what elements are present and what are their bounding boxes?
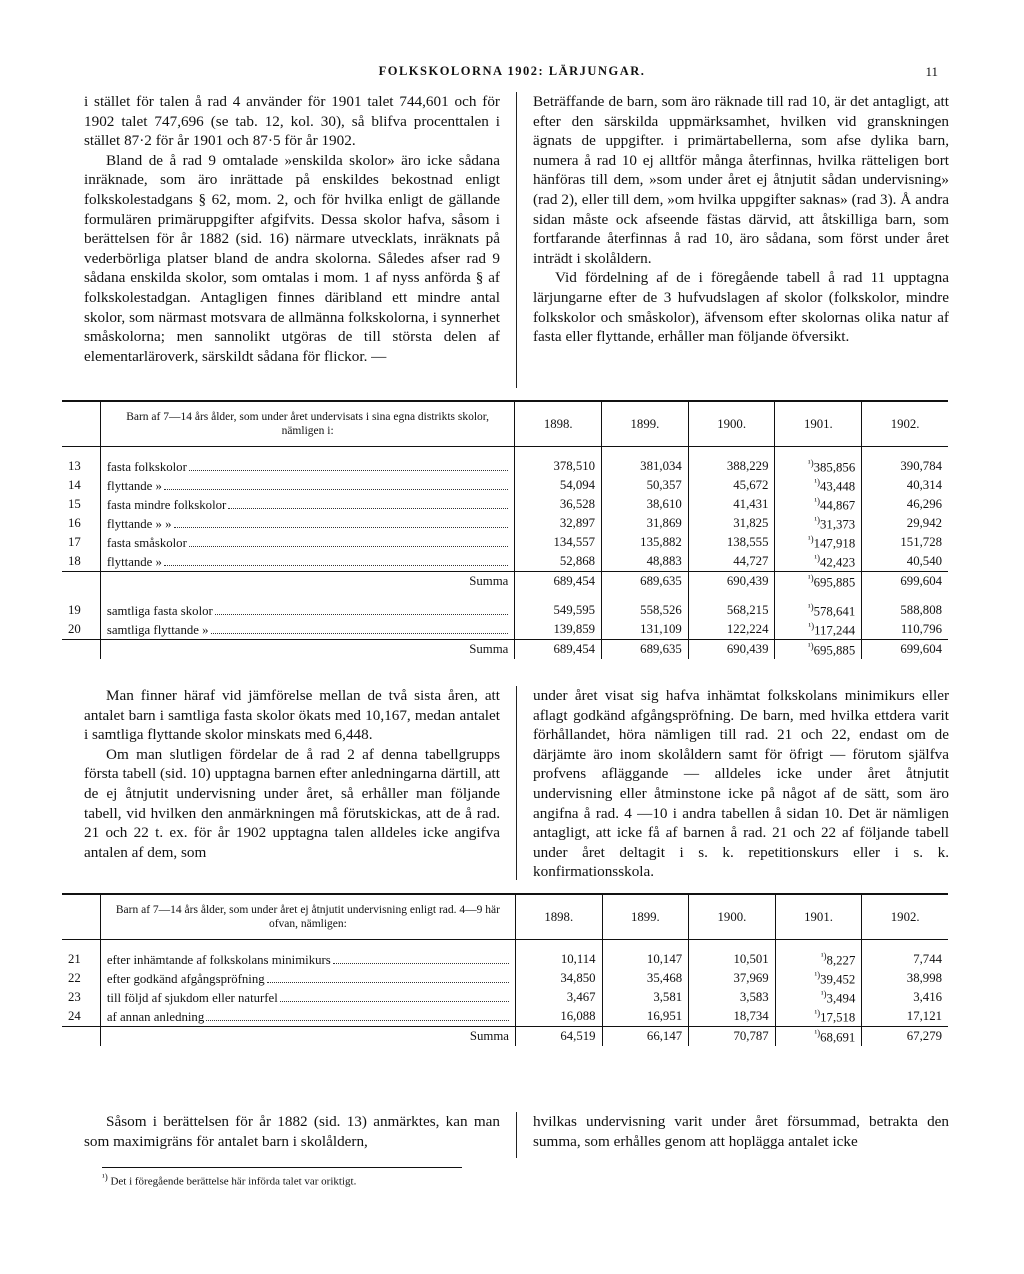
running-head: FOLKSKOLORNA 1902: LÄRJUNGAR.: [378, 64, 646, 78]
sum-value: 690,439: [688, 640, 775, 660]
table-header-description: Barn af 7—14 års ålder, som under året undervisats i sina egna distrikts skolor, nämligen i:: [100, 401, 514, 447]
cell-value: 10,114: [515, 950, 602, 969]
cell-value: 16,088: [515, 1007, 602, 1027]
table-row: [62, 514, 948, 533]
row-number-header: [62, 401, 100, 447]
cell-value: $^{^1)}$42,423: [775, 552, 862, 572]
footnote-marker: ¹): [102, 1172, 108, 1182]
footnote-marker: ¹): [820, 988, 827, 999]
cell-value: $^{^1)}$147,918: [775, 533, 862, 552]
cell-value: 35,468: [602, 969, 689, 988]
table-sum-row: [62, 1027, 948, 1047]
year-header: 1902.: [862, 401, 948, 447]
row-number: 13: [62, 457, 100, 476]
cell-value: 390,784: [900, 459, 942, 473]
footnote-marker: ¹): [814, 495, 821, 506]
cell-value: 381,034: [602, 457, 689, 476]
sum-value: 66,147: [602, 1027, 689, 1047]
cell-value: $^{^1)}$117,244: [775, 620, 862, 640]
cell-value: 7,744: [913, 952, 942, 966]
table-row: [62, 476, 948, 495]
cell-value: 139,859: [515, 620, 602, 640]
row-label: till följd af sjukdom eller naturfel: [100, 988, 515, 1007]
row-number: 18: [62, 552, 100, 572]
cell-value: 3,467: [515, 988, 602, 1007]
footnote: [102, 1167, 462, 1188]
row-number: 17: [62, 533, 100, 552]
sum-value: 689,635: [602, 572, 689, 592]
cell-value: 135,882: [602, 533, 689, 552]
cell-value: 31,869: [602, 514, 689, 533]
cell-value: 131,109: [602, 620, 689, 640]
footnote-marker: ¹): [820, 950, 827, 961]
row-label: efter inhämtande af folkskolans minimikurs: [100, 950, 515, 969]
table-row: [62, 457, 948, 476]
paragraph: i stället för talen å rad 4 använder för 1901 talet 744,601 och för 1902 talet 747,696 (se tab. 12, kol. 30), så blifva procenttalen i stället 87·2 för år 1901 och 87·5 för år 1902.: [84, 93, 500, 150]
table-row: [62, 533, 948, 552]
sum-label: Summa: [100, 1027, 515, 1047]
cell-value: 37,969: [689, 969, 776, 988]
page-number: 11: [925, 64, 938, 79]
footnote-marker: ¹): [807, 640, 814, 651]
footnote-marker: ¹): [807, 572, 814, 583]
cell-value: 138,555: [688, 533, 775, 552]
footnote-marker: ¹): [814, 1027, 821, 1038]
cell-value: 3,416: [913, 990, 942, 1004]
cell-value: 549,595: [515, 601, 602, 620]
cell-value: $^{^1)}$31,373: [775, 514, 862, 533]
cell-value: 17,121: [906, 1009, 942, 1023]
cell-value: 46,296: [906, 497, 942, 511]
cell-value: $^{^1)}$17,518: [775, 1007, 862, 1027]
cell-value: $^{^1)}$8,227: [775, 950, 862, 969]
footnote-marker: ¹): [808, 620, 815, 631]
cell-value: 568,215: [688, 601, 775, 620]
cell-value: 54,094: [515, 476, 602, 495]
row-label: flyttande »: [100, 476, 514, 495]
cell-value: 38,998: [906, 971, 942, 985]
sum-value: 699,604: [862, 572, 948, 592]
data-table: [62, 400, 948, 659]
row-label: fasta mindre folkskolor: [100, 495, 514, 514]
row-number: 21: [62, 950, 100, 969]
cell-value: 36,528: [515, 495, 602, 514]
row-number: 20: [62, 620, 100, 640]
table-school-types: [62, 400, 948, 659]
sum-value: $^{^1)}$695,885: [775, 640, 862, 660]
sum-value: 690,439: [688, 572, 775, 592]
footnote-marker: ¹): [807, 601, 814, 612]
cell-value: 558,526: [602, 601, 689, 620]
table-header-row: [62, 894, 948, 940]
text-column-right: [516, 92, 949, 388]
sum-value: 70,787: [689, 1027, 776, 1047]
cell-value: 40,540: [906, 554, 942, 568]
cell-value: 32,897: [515, 514, 602, 533]
sum-value: 689,454: [515, 640, 602, 660]
cell-value: 378,510: [515, 457, 602, 476]
cell-value: 31,825: [688, 514, 775, 533]
footnote-marker: ¹): [814, 969, 821, 980]
year-header: 1901.: [775, 894, 862, 940]
cell-value: 3,583: [689, 988, 776, 1007]
row-number: 19: [62, 601, 100, 620]
table-row: [62, 620, 948, 640]
table-header-description: Barn af 7—14 års ålder, som under året ej åtnjutit undervisning enligt rad. 4—9 här ofvan, nämligen:: [100, 894, 515, 940]
cell-value: $^{^1)}$39,452: [775, 969, 862, 988]
cell-value: 40,314: [906, 478, 942, 492]
paragraph: Såsom i berättelsen för år 1882 (sid. 13) anmärktes, kan man som maximigräns för antalet barn i skolåldern,: [84, 1113, 500, 1150]
table-row: [62, 601, 948, 620]
row-number: 15: [62, 495, 100, 514]
sum-value: 67,279: [862, 1027, 948, 1047]
table-row: [62, 495, 948, 514]
row-label: efter godkänd afgångspröfning: [100, 969, 515, 988]
table-row: [62, 950, 948, 969]
paragraph: Om man slutligen fördelar de å rad 2 af denna tabellgrupps första tabell (sid. 10) upptagna barnen efter anledningarna därtill, att de ej åtnjutit undervisning under året, så erhåller man följande tabell, vid hvilken den anmärkningen må förutskickas, att de å rad. 21 och 22 t. ex. för år 1902 upptagna talen alldeles icke angifva antalen af dem, som: [84, 745, 500, 861]
row-label: flyttande » »: [100, 514, 514, 533]
cell-value: $^{^1)}$385,856: [775, 457, 862, 476]
row-label: samtliga fasta skolor: [100, 601, 514, 620]
paragraph: hvilkas undervisning varit under året försummad, betrakta den summa, som erhålles genom att hoplägga antalet icke: [533, 1113, 949, 1150]
text-column-left: [84, 92, 516, 388]
row-label: fasta folkskolor: [100, 457, 514, 476]
year-header: 1899.: [602, 894, 689, 940]
cell-value: 134,557: [515, 533, 602, 552]
row-number: 24: [62, 1007, 100, 1027]
paragraph: Beträffande de barn, som äro räknade till rad 10, är det antagligt, att efter den särskilda uppmärksamhet, hvilken vid granskningen ägnats de uppgifter. i primärtabellerna, som afse dylika barn, numera å rad 10 ej alltför många återfinnas, hvilka rätteligen bort hänföras till dem, »som under året ej åtnjutit sådan undervisning» (rad 2), eller till dem, »om hvilka uppgifter saknas» (rad 3). Å andra sidan måste ock afseende fästas därvid, att åtskilliga barn, som fortfarande återfinnas å rad 10, äro sådana, som först under året inträdt i skolåldern.: [533, 93, 949, 267]
cell-value: 52,868: [515, 552, 602, 572]
table-sum-row: [62, 640, 948, 660]
paragraph: Bland de å rad 9 omtalade »enskilda skolor» äro icke sådana inräknade, som äro inrättade på enskildes bekostnad enligt folkskolestadgans § 62, mom. 2, och för hvilka enligt de gällande formulären primäruppgifter afgifvits. Dessa skolor hafva, såsom i berättelsen för år 1882 (sid. 16) närmare utvecklats, inräknats på vederbörliga platser bland de andra skolorna. Således afser rad 9 sådana enskilda skolor, som omtalas i mom. 1 af nyss anförda § af folkskolestadgan. Antagligen finnes däribland ett mindre antal skolor, som närmast motsvara de allmänna folkskolorna, i synnerhet småskolorna; men sannolikt utgöras de till största delen af elementarläroverk, särskildt sådana för flickor. —: [84, 151, 500, 365]
cell-value: 34,850: [515, 969, 602, 988]
sum-label: Summa: [100, 572, 514, 592]
table-row: [62, 988, 948, 1007]
sum-value: $^{^1)}$68,691: [775, 1027, 862, 1047]
footnote-marker: ¹): [814, 552, 821, 563]
row-number: 23: [62, 988, 100, 1007]
table-row: [62, 1007, 948, 1027]
row-number-header: [62, 894, 100, 940]
text-column-left: [84, 686, 516, 880]
sum-label: Summa: [100, 640, 514, 660]
footnote-marker: ¹): [807, 457, 814, 468]
sum-value: $^{^1)}$695,885: [775, 572, 862, 592]
cell-value: $^{^1)}$44,867: [775, 495, 862, 514]
table-sum-row: [62, 572, 948, 592]
row-label: af annan anledning: [100, 1007, 515, 1027]
table-header-row: [62, 401, 948, 447]
cell-value: 10,501: [689, 950, 776, 969]
footnote-marker: ¹): [807, 533, 814, 544]
row-number: 16: [62, 514, 100, 533]
footnote-marker: ¹): [814, 1007, 821, 1018]
paragraph: Vid fördelning af de i föregående tabell å rad 11 upptagna lärjungarne efter de 3 hufvudslagen af skolor (folkskolor, mindre folkskolor och småskolor), äfvensom efter skolornas olika natur af fasta eller flyttande, erhåller man följande öfversikt.: [533, 269, 949, 346]
cell-value: 41,431: [688, 495, 775, 514]
cell-value: $^{^1)}$578,641: [775, 601, 862, 620]
sum-value: 64,519: [515, 1027, 602, 1047]
cell-value: 10,147: [602, 950, 689, 969]
year-header: 1900.: [689, 894, 776, 940]
text-column-right: [516, 1112, 949, 1158]
data-table: [62, 893, 948, 1046]
year-header: 1899.: [602, 401, 689, 447]
sum-value: 689,635: [602, 640, 689, 660]
footnote-marker: ¹): [814, 514, 821, 525]
cell-value: 110,796: [900, 622, 942, 636]
table-row: [62, 969, 948, 988]
cell-value: 38,610: [602, 495, 689, 514]
text-section-1: [84, 92, 950, 388]
year-header: 1901.: [775, 401, 862, 447]
row-number: 14: [62, 476, 100, 495]
cell-value: $^{^1)}$43,448: [775, 476, 862, 495]
cell-value: 122,224: [688, 620, 775, 640]
paragraph: under året visat sig hafva inhämtat folkskolans minimikurs eller aflagt godkänd afgångspröfning. De barn, med hvilka ettdera varit förhållandet, höra nämligen till rad. 21 och 22, endast om de därjämte äro inom skolåldern samt för öfrigt — förutom själfva profvens afläggande — alldeles icke under året åtnjutit undervisning eller åtminstone icke på något af de sätt, som äro angifna å rad. 4 —10 i andra tabellen å sidan 10. Det är nämligen antagligt, att icke få af barnen å rad. 21 och 22 af följande tabell under året deltagit i s. k. repetitionskurs eller i s. k. konfirmationsskola.: [533, 687, 949, 881]
sum-value: 699,604: [862, 640, 948, 660]
year-header: 1898.: [515, 894, 602, 940]
table-no-instruction: [62, 893, 948, 1046]
text-column-right: [516, 686, 949, 880]
cell-value: 45,672: [688, 476, 775, 495]
year-header: 1900.: [688, 401, 775, 447]
cell-value: 16,951: [602, 1007, 689, 1027]
row-label: flyttande »: [100, 552, 514, 572]
cell-value: 18,734: [689, 1007, 776, 1027]
text-section-2: [84, 686, 950, 880]
cell-value: 29,942: [906, 516, 942, 530]
cell-value: 3,581: [602, 988, 689, 1007]
sum-value: 689,454: [515, 572, 602, 592]
row-label: samtliga flyttande »: [100, 620, 514, 640]
text-column-left: [84, 1112, 516, 1158]
text-section-3: [84, 1112, 950, 1158]
year-header: 1898.: [515, 401, 602, 447]
year-header: 1902.: [862, 894, 948, 940]
cell-value: 44,727: [688, 552, 775, 572]
cell-value: $^{^1)}$3,494: [775, 988, 862, 1007]
cell-value: 50,357: [602, 476, 689, 495]
cell-value: 48,883: [602, 552, 689, 572]
table-row: [62, 552, 948, 572]
footnote-text: Det i föregående berättelse här införda talet var oriktigt.: [110, 1175, 357, 1188]
row-number: 22: [62, 969, 100, 988]
cell-value: 388,229: [688, 457, 775, 476]
paragraph: Man finner häraf vid jämförelse mellan de två sista åren, att antalet barn i samtliga fasta skolor ökats med 10,167, medan antalet i samtliga flyttande skolor minskats med 6,448.: [84, 687, 500, 744]
row-label: fasta småskolor: [100, 533, 514, 552]
cell-value: 151,728: [900, 535, 942, 549]
cell-value: 588,808: [900, 603, 942, 617]
footnote-marker: ¹): [814, 476, 821, 487]
